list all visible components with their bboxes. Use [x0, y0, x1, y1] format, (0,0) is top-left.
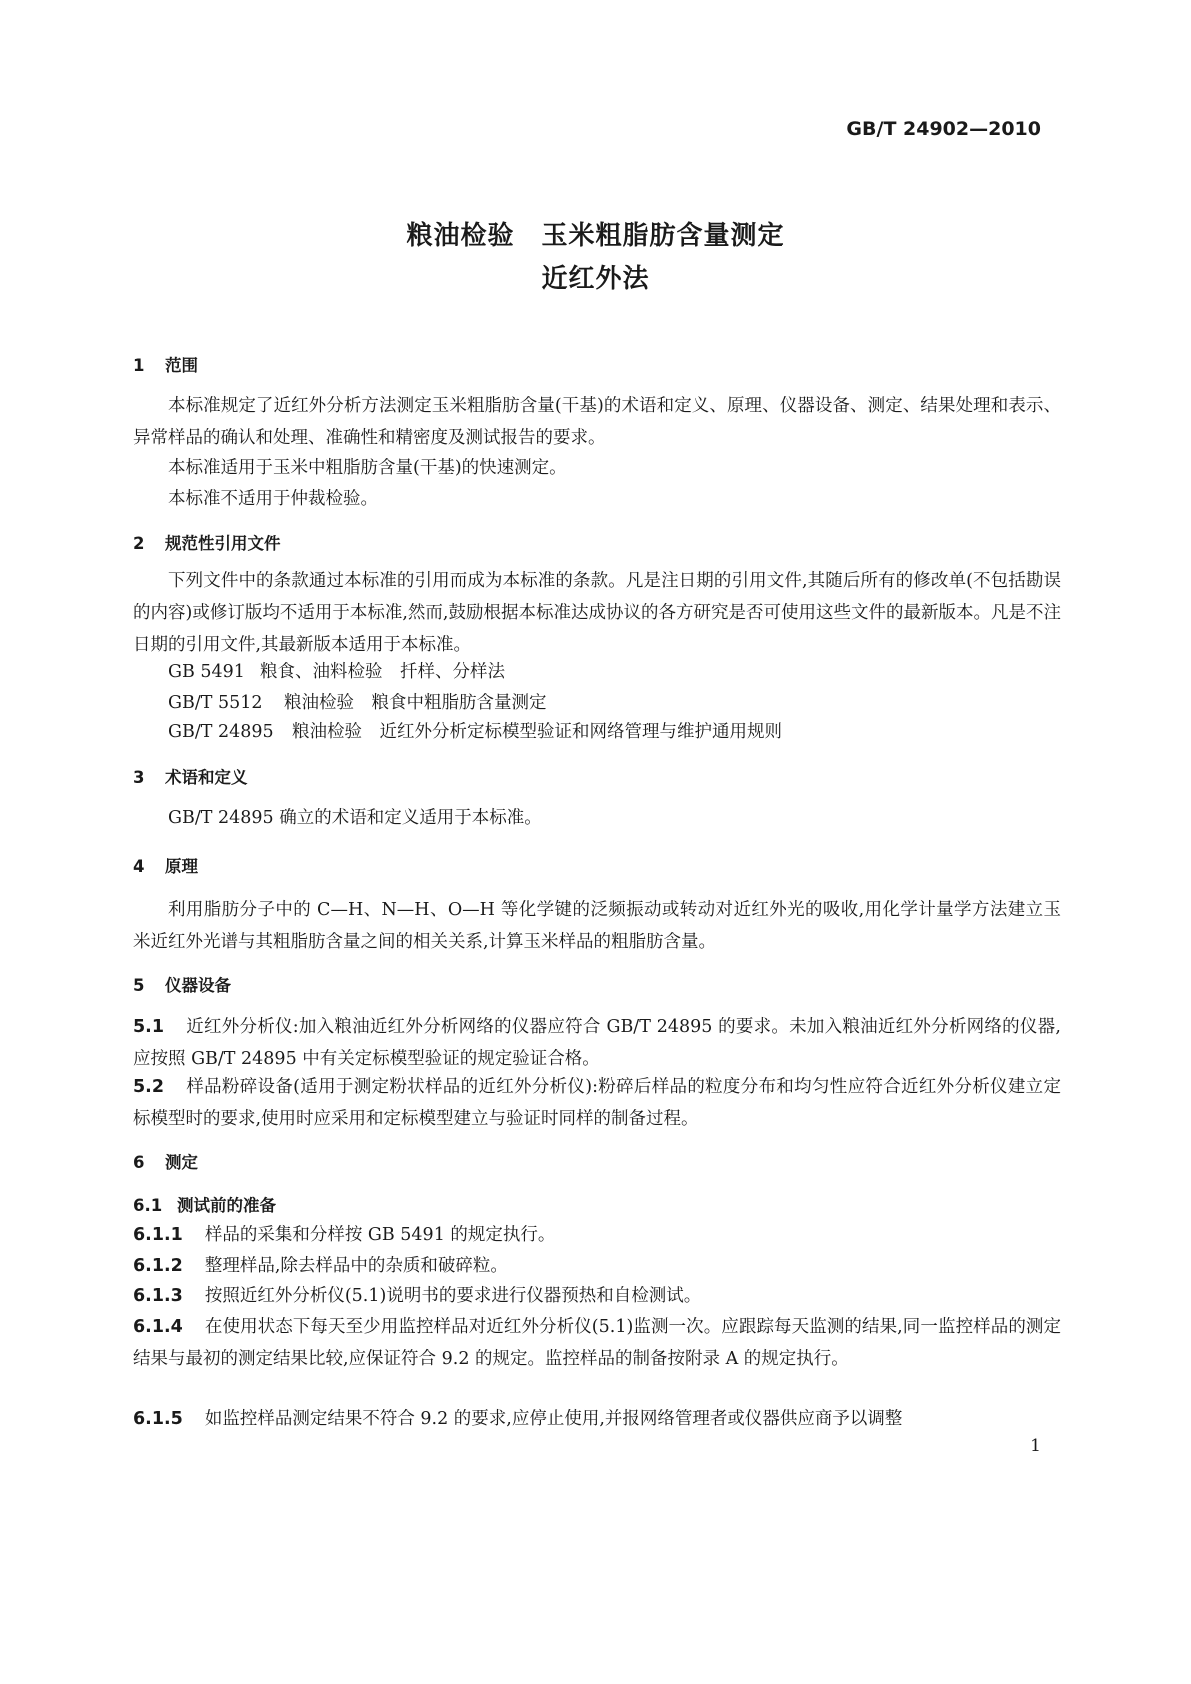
paragraph: 利用脂肪分子中的 C—H、N—H、O—H 等化学键的泛频振动或转动对近红外光的吸收,用化学计量学方法建立玉米近红外光谱与其粗脂肪含量之间的相关关系,计算玉米样品的粗脂肪含量。	[133, 900, 1061, 952]
clause-text: 如监控样品测定结果不符合 9.2 的要求,应停止使用,并报网络管理者或仪器供应商予以调整	[204, 1409, 903, 1429]
clause-6-1-4	[133, 1311, 1061, 1375]
section-title: 仪器设备	[165, 976, 231, 995]
clause-text: 样品的采集和分样按 GB 5491 的规定执行。	[204, 1225, 556, 1245]
paragraph: GB/T 24895 确立的术语和定义适用于本标准。	[168, 808, 542, 828]
section-number: 3	[133, 768, 145, 787]
clause-number: 6.1.5	[133, 1409, 183, 1429]
section-number: 4	[133, 857, 145, 876]
clause-6-1-2	[133, 1250, 1061, 1282]
subsection-number: 6.1	[133, 1196, 163, 1215]
clause-number: 6.1.2	[133, 1256, 183, 1276]
clause-text: 按照近红外分析仪(5.1)说明书的要求进行仪器预热和自检测试。	[204, 1286, 702, 1306]
section-heading-determination	[133, 1149, 198, 1173]
reference-title: 粮油检验 粮食中粗脂肪含量测定	[284, 693, 547, 713]
clause-6-1-1	[133, 1219, 1061, 1251]
section-number: 5	[133, 976, 145, 995]
reference-item	[168, 716, 782, 748]
section-heading-principle	[133, 853, 198, 877]
section-title: 原理	[165, 857, 198, 876]
clause-number: 6.1.3	[133, 1286, 183, 1306]
reference-item	[168, 656, 505, 688]
clause-number: 5.2	[133, 1077, 165, 1097]
section-title: 测定	[165, 1153, 198, 1172]
reference-code: GB 5491	[168, 662, 245, 682]
clause-number: 6.1.4	[133, 1317, 183, 1337]
reference-code: GB/T 5512	[168, 693, 263, 713]
section-heading-terms	[133, 764, 248, 788]
clause-6-1-3	[133, 1280, 1061, 1312]
reference-title: 粮食、油料检验 扦样、分样法	[260, 662, 505, 682]
clause-5-1	[133, 1011, 1061, 1075]
section-heading-apparatus	[133, 972, 231, 996]
section-title: 范围	[165, 356, 198, 375]
clause-number: 5.1	[133, 1017, 165, 1037]
subsection-heading-preparation	[133, 1192, 276, 1216]
clause-text: 在使用状态下每天至少用监控样品对近红外分析仪(5.1)监测一次。应跟踪每天监测的结果,同一监控样品的测定结果与最初的测定结果比较,应保证符合 9.2 的规定。监控样品的制备按附录 A 的规定执行。	[133, 1317, 1061, 1369]
section-title: 规范性引用文件	[165, 534, 281, 553]
section-number: 6	[133, 1153, 145, 1172]
reference-title: 粮油检验 近红外分析定标模型验证和网络管理与维护通用规则	[292, 722, 782, 742]
clause-6-1-5	[133, 1403, 1061, 1435]
paragraph: 本标准适用于玉米中粗脂肪含量(干基)的快速测定。	[168, 458, 567, 478]
section-heading-scope	[133, 352, 198, 376]
subsection-title: 测试前的准备	[177, 1196, 276, 1215]
paragraph: 下列文件中的条款通过本标准的引用而成为本标准的条款。凡是注日期的引用文件,其随后所有的修改单(不包括勘误的内容)或修订版均不适用于本标准,然而,鼓励根据本标准达成协议的各方研究是否可使用这些文件的最新版本。凡是不注日期的引用文件,其最新版本适用于本标准。	[133, 571, 1061, 655]
paragraph: 本标准不适用于仲裁检验。	[168, 489, 378, 509]
document-subtitle: 近红外法	[541, 264, 650, 294]
clause-text: 整理样品,除去样品中的杂质和破碎粒。	[204, 1256, 508, 1276]
page-number: 1	[1030, 1436, 1041, 1456]
clause-number: 6.1.1	[133, 1225, 183, 1245]
reference-code: GB/T 24895	[168, 722, 274, 742]
document-title: 粮油检验 玉米粗脂肪含量测定	[406, 221, 785, 251]
section-number: 1	[133, 356, 145, 375]
section-title: 术语和定义	[165, 768, 248, 787]
section-heading-normative-references	[133, 530, 281, 554]
section-number: 2	[133, 534, 145, 553]
reference-item	[168, 687, 547, 719]
standard-number: GB/T 24902—2010	[846, 118, 1041, 140]
clause-text: 近红外分析仪:加入粮油近红外分析网络的仪器应符合 GB/T 24895 的要求。未加入粮油近红外分析网络的仪器,应按照 GB/T 24895 中有关定标模型验证的规定验证合格。	[133, 1017, 1061, 1069]
clause-text: 样品粉碎设备(适用于测定粉状样品的近红外分析仪):粉碎后样品的粒度分布和均匀性应符合近红外分析仪建立定标模型时的要求,使用时应采用和定标模型建立与验证时同样的制备过程。	[133, 1077, 1061, 1129]
clause-5-2	[133, 1071, 1061, 1135]
paragraph: 本标准规定了近红外分析方法测定玉米粗脂肪含量(干基)的术语和定义、原理、仪器设备、测定、结果处理和表示、异常样品的确认和处理、准确性和精密度及测试报告的要求。	[133, 396, 1061, 448]
